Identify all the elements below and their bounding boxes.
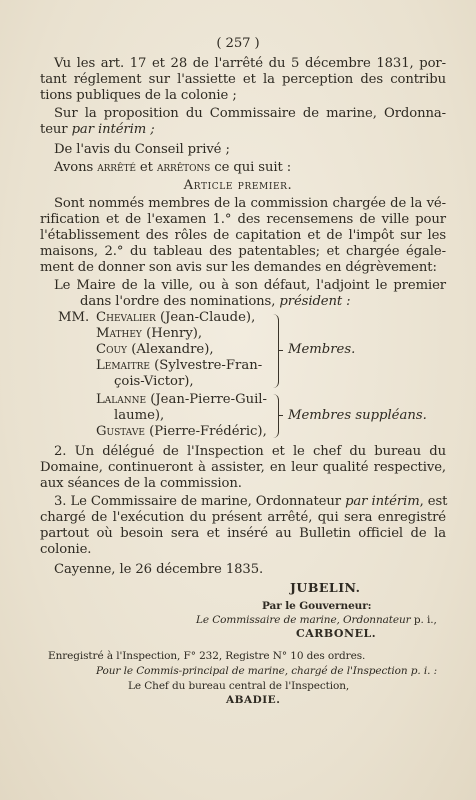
member-detail: laume), bbox=[114, 408, 165, 423]
member-name: Lalanne bbox=[96, 392, 147, 407]
art2-line-3: aux séances de la commission. bbox=[40, 476, 242, 491]
article-line-2: rification et de l'examen 1.° des recensemens de ville pour bbox=[40, 212, 446, 227]
enregistre-line: Enregistré à l'Inspection, F° 232, Registre N° 10 des ordres. bbox=[48, 650, 366, 662]
suppleants-brace-point bbox=[278, 415, 283, 416]
arretons-smallcaps: arrêtons bbox=[156, 160, 211, 175]
signature-jubelin bbox=[290, 580, 410, 597]
commissaire-end: p. i., bbox=[410, 614, 437, 626]
par-le-gouverneur: Par le Gouverneur: bbox=[262, 600, 372, 612]
date-line: Cayenne, le 26 décembre 1835. bbox=[54, 562, 264, 577]
member-row bbox=[96, 424, 267, 440]
article-line-5: ment de donner son avis sur les demandes en dégrèvement: bbox=[40, 260, 437, 275]
avons-suit: ce qui suit : bbox=[210, 160, 292, 175]
member-row bbox=[114, 374, 194, 390]
avons-text: Avons bbox=[54, 160, 98, 175]
member-detail: (Alexandre), bbox=[127, 342, 214, 357]
arrete-smallcaps: arrêté bbox=[97, 160, 136, 175]
proposition-line-1: Sur la proposition du Commissaire de marine, Ordonna- bbox=[54, 106, 446, 121]
member-detail: (Sylvestre-Fran- bbox=[149, 358, 263, 373]
par-interim-italic: par intérim bbox=[345, 494, 420, 509]
signature-text: JUBELIN. bbox=[290, 580, 361, 595]
article-line-3: l'établissement des rôles de capitation et de l'impôt sur les bbox=[40, 228, 446, 243]
par-interim-italic: par intérim ; bbox=[71, 122, 155, 137]
art3-line-3: partout où besoin sera et inséré au Bulletin officiel de la bbox=[40, 526, 446, 541]
article-heading: Article premier. bbox=[183, 178, 293, 193]
conseil-line: De l'avis du Conseil privé ; bbox=[54, 142, 230, 157]
member-name: Chevalier bbox=[96, 310, 156, 325]
signature-abadie bbox=[226, 692, 346, 708]
commissaire-italic: Le Commissaire de marine, Ordonnateur bbox=[196, 614, 411, 626]
member-name: Lemaitre bbox=[96, 358, 150, 373]
members-label: Membres. bbox=[288, 342, 356, 357]
proposition-line-2 bbox=[40, 122, 446, 138]
art3-end: , est bbox=[419, 494, 448, 509]
member-row bbox=[96, 392, 267, 408]
art3-text: 3. Le Commissaire de marine, Ordonnateur bbox=[54, 494, 346, 509]
preamble-line-2: tant réglement sur l'assiette et la perception des contribu bbox=[40, 72, 446, 87]
maire-text: dans l'ordre des nominations, bbox=[80, 294, 280, 309]
avons-line bbox=[54, 160, 446, 176]
pour-le-commis-line: Pour le Commis-principal de marine, chargé de l'Inspection p. i. : bbox=[96, 665, 438, 677]
member-row bbox=[96, 310, 255, 326]
art3-line-4: colonie. bbox=[40, 542, 92, 557]
member-row bbox=[96, 326, 202, 342]
avons-et: et bbox=[135, 160, 157, 175]
members-prefix: MM. bbox=[58, 310, 90, 325]
preamble-line-3: tions publiques de la colonie ; bbox=[40, 88, 237, 103]
maire-line-2 bbox=[80, 294, 446, 310]
member-detail: çois-Victor), bbox=[114, 374, 194, 389]
art3-line-1 bbox=[54, 494, 446, 510]
article-line-1: Sont nommés membres de la commission chargée de la vé- bbox=[54, 196, 446, 211]
member-detail: (Jean-Pierre-Guil- bbox=[146, 392, 267, 407]
suppleants-label: Membres suppléans. bbox=[288, 408, 427, 423]
page-number: ( 257 ) bbox=[216, 36, 260, 51]
preamble-line-1: Vu les art. 17 et 28 de l'arrêté du 5 décembre 1831, por- bbox=[54, 56, 446, 71]
member-name: Gustave bbox=[96, 424, 145, 439]
members-brace-point bbox=[278, 350, 283, 351]
member-row bbox=[114, 408, 164, 424]
president-italic: président : bbox=[279, 294, 351, 309]
member-detail: (Henry), bbox=[141, 326, 203, 341]
art2-line-1: 2. Un délégué de l'Inspection et le chef du bureau du bbox=[54, 444, 446, 459]
abadie-text: ABADIE. bbox=[226, 694, 281, 706]
art2-line-2: Domaine, continueront à assister, en leur qualité respective, bbox=[40, 460, 446, 475]
art3-line-2: chargé de l'exécution du présent arrêté, qui sera enregistré bbox=[40, 510, 446, 525]
signature-carbonel bbox=[296, 626, 416, 642]
member-row bbox=[96, 342, 214, 358]
maire-line-1: Le Maire de la ville, ou à son défaut, l'adjoint le premier bbox=[54, 278, 446, 293]
member-detail: (Pierre-Frédéric), bbox=[144, 424, 267, 439]
member-detail: (Jean-Claude), bbox=[155, 310, 256, 325]
carbonel-text: CARBONEL. bbox=[296, 627, 377, 640]
proposition-text: teur bbox=[40, 122, 72, 137]
member-name: Mathey bbox=[96, 326, 142, 341]
chef-bureau-line: Le Chef du bureau central de l'Inspection, bbox=[128, 680, 350, 692]
article-line-4: maisons, 2.° du tableau des patentables; et chargée égale- bbox=[40, 244, 446, 259]
member-row bbox=[96, 358, 262, 374]
member-name: Couy bbox=[96, 342, 127, 357]
